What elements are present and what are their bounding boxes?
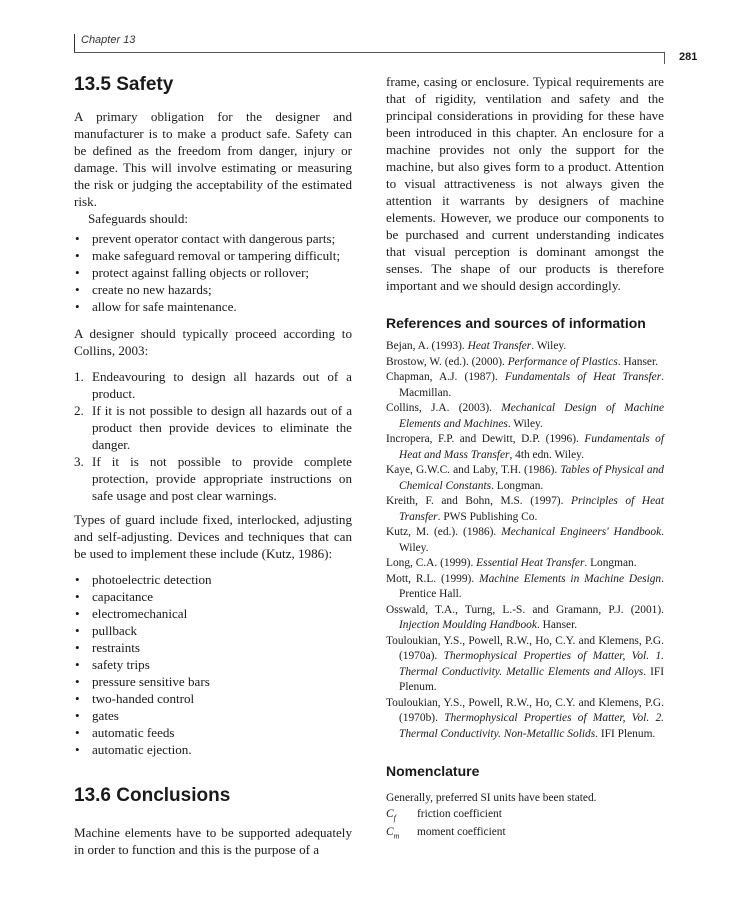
- devices-list: [74, 571, 352, 758]
- list-item: • automatic ejection.: [74, 741, 352, 758]
- nomenclature-entry: [386, 807, 664, 826]
- nomenclature-intro: Generally, preferred SI units have been stated.: [386, 792, 597, 804]
- safety-intro-paragraph: A primary obligation for the designer and manufacturer is to make a product safe. Safety can be defined as the freedom from danger, injury or damage. This will involve estimating or measuring the risk or judging the acceptability of the estimated risk.: [74, 109, 352, 209]
- list-item: • electromechanical: [74, 605, 352, 622]
- reference-entry: Kreith, F. and Bohn, M.S. (1997). Principles of Heat Transfer. PWS Publishing Co.: [386, 495, 664, 523]
- reference-entry: Kaye, G.W.C. and Laby, T.H. (1986). Tables of Physical and Chemical Constants. Longman.: [386, 464, 664, 492]
- list-item: • protect against falling objects or rollover;: [74, 264, 352, 281]
- header-rule: [74, 52, 664, 53]
- list-item: • automatic feeds: [74, 724, 352, 741]
- list-item: • gates: [74, 707, 352, 724]
- step-number: 2.: [74, 403, 84, 418]
- reference-entry: Mott, R.L. (1999). Machine Elements in Machine Design. Prentice Hall.: [386, 572, 664, 600]
- list-item: • safety trips: [74, 656, 352, 673]
- safeguards-list: [74, 230, 352, 315]
- references-heading: References and sources of information: [386, 315, 646, 331]
- reference-entry: Touloukian, Y.S., Powell, R.W., Ho, C.Y. and Klemens, P.G. (1970b). Thermophysical Properties of Matter, Vol. 2. Thermal Conductivity. Non-Metallic Solids. IFI Plenum.: [386, 696, 664, 740]
- step-text: If it is not possible to design all hazards out of a product then provide devices to eliminate the danger.: [92, 403, 352, 452]
- list-item: • photoelectric detection: [74, 571, 352, 588]
- conclusions-paragraph: Machine elements have to be supported adequately in order to function and this is the purpose of a: [74, 825, 352, 857]
- nomenclature-symbol: $C_f$: [386, 807, 396, 822]
- page-number: 281: [679, 51, 698, 63]
- reference-entry: Kutz, M. (ed.). (1986). Mechanical Engineers' Handbook. Wiley.: [386, 526, 664, 554]
- list-item: • create no new hazards;: [74, 281, 352, 298]
- nomenclature-description: friction coefficient: [417, 807, 502, 820]
- list-item: • pullback: [74, 622, 352, 639]
- list-item: [74, 368, 352, 402]
- section-title-conclusions: 13.6 Conclusions: [74, 785, 231, 806]
- list-item: [74, 453, 352, 504]
- nomenclature-symbol: $C_m$: [386, 826, 400, 841]
- step-text: Endeavouring to design all hazards out of a product.: [92, 369, 352, 401]
- reference-entry: Brostow, W. (ed.). (2000). Performance of Plastics. Hanser.: [386, 355, 658, 368]
- nomenclature-heading: Nomenclature: [386, 763, 480, 779]
- procedure-steps: [74, 368, 352, 504]
- list-item: • prevent operator contact with dangerous parts;: [74, 230, 352, 247]
- reference-entry: Incropera, F.P. and Dewitt, D.P. (1996). Fundamentals of Heat and Mass Transfer, 4th edn. Wiley.: [386, 433, 664, 461]
- list-item: • two-handed control: [74, 690, 352, 707]
- reference-entry: Osswald, T.A., Turng, L.-S. and Gramann, P.J. (2001). Injection Moulding Handbook. Hanser.: [386, 603, 664, 631]
- step-number: 3.: [74, 454, 84, 469]
- reference-entry: Touloukian, Y.S., Powell, R.W., Ho, C.Y. and Klemens, P.G. (1970a). Thermophysical Properties of Matter, Vol. 1. Thermal Conductivity. Metallic Elements and Alloys. IFI Plenum.: [386, 634, 664, 693]
- reference-entry: Bejan, A. (1993). Heat Transfer. Wiley.: [386, 340, 567, 352]
- list-item: [74, 402, 352, 453]
- continuation-paragraph: frame, casing or enclosure. Typical requirements are that of rigidity, ventilation and safety and the principal considerations in providing for these have been introduced in this chapter. An enclosure for a machine provides not only the support for the machine, but also gives form to a product. Attention to visual attractiveness is not always given the attention it warrants by designers of machine elements. However, we produce our components to be purchased and current understanding indicates that visual perception is dominant amongst the senses. The shape of our products is therefore important and we should design accordingly.: [386, 74, 664, 293]
- list-item: • allow for safe maintenance.: [74, 298, 352, 315]
- step-number: 1.: [74, 369, 84, 384]
- section-title-safety: 13.5 Safety: [74, 74, 174, 95]
- nomenclature-description: moment coefficient: [417, 826, 506, 839]
- list-item: • make safeguard removal or tampering difficult;: [74, 247, 352, 264]
- reference-entry: Collins, J.A. (2003). Mechanical Design of Machine Elements and Machines. Wiley.: [386, 402, 665, 430]
- list-item: • capacitance: [74, 588, 352, 605]
- left-column: [74, 73, 352, 858]
- references-list: [386, 339, 664, 742]
- nomenclature-entry: [386, 825, 664, 844]
- safeguards-lead: Safeguards should:: [88, 211, 189, 226]
- list-item: • pressure sensitive bars: [74, 673, 352, 690]
- list-item: • restraints: [74, 639, 352, 656]
- step-text: If it is not possible to provide complete protection, provide appropriate instructions on safe usage and post clear warnings.: [92, 454, 352, 503]
- guards-paragraph: Types of guard include fixed, interlocked, adjusting and self-adjusting. Devices and techniques that can be used to implement these include (Kutz, 1986):: [74, 512, 352, 561]
- header-tick: [664, 52, 665, 64]
- reference-entry: Long, C.A. (1999). Essential Heat Transfer. Longman.: [386, 557, 637, 569]
- procedure-intro-paragraph: A designer should typically proceed according to Collins, 2003:: [74, 326, 352, 358]
- running-header-chapter: Chapter 13: [74, 34, 135, 52]
- reference-entry: Chapman, A.J. (1987). Fundamentals of Heat Transfer. Macmillan.: [386, 371, 664, 399]
- right-column: [386, 73, 664, 844]
